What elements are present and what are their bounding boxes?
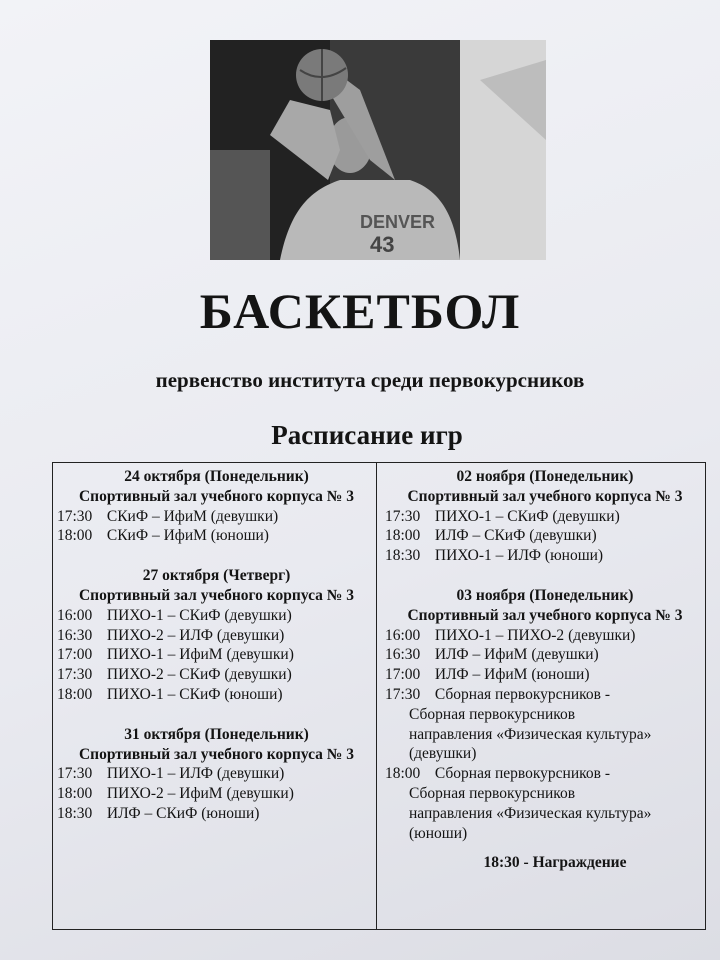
game-match: Сборная первокурсников - bbox=[434, 685, 610, 703]
game-row bbox=[385, 546, 705, 566]
game-row bbox=[57, 507, 376, 527]
game-time: 16:30 bbox=[385, 646, 421, 664]
schedule-day bbox=[385, 586, 705, 843]
game-note: (девушки) bbox=[224, 666, 292, 684]
game-row bbox=[57, 685, 376, 705]
game-note: (девушки) bbox=[531, 646, 599, 664]
game-match: Сборная первокурсников - bbox=[434, 765, 610, 783]
schedule-day bbox=[385, 467, 705, 566]
game-match: ПИХО-1 – ПИХО-2 bbox=[434, 626, 565, 644]
game-time: 16:00 bbox=[57, 606, 93, 624]
game-time: 18:00 bbox=[385, 765, 421, 783]
game-note: (девушки) bbox=[216, 765, 285, 783]
game-row bbox=[57, 665, 376, 685]
game-row bbox=[57, 764, 376, 784]
game-time: 18:00 bbox=[57, 785, 93, 803]
game-time: 18:00 bbox=[57, 527, 93, 545]
schedule-column-right bbox=[377, 463, 705, 929]
game-time: 18:30 bbox=[385, 547, 421, 565]
game-row bbox=[385, 626, 705, 646]
game-row bbox=[57, 526, 376, 546]
game-note: (девушки) bbox=[529, 527, 597, 545]
game-note: (девушки) bbox=[216, 626, 285, 644]
game-match: ПИХО-2 – СКиФ bbox=[106, 666, 221, 684]
schedule-day bbox=[57, 467, 376, 546]
schedule-column-left bbox=[53, 463, 377, 929]
game-note: (девушки) bbox=[568, 626, 636, 644]
schedule-day bbox=[57, 725, 376, 824]
game-note: (девушки) bbox=[409, 745, 477, 763]
day-venue: Спортивный зал учебного корпуса № 3 bbox=[407, 606, 683, 624]
schedule-table bbox=[52, 462, 706, 930]
game-time: 17:00 bbox=[57, 646, 93, 664]
game-match: ПИХО-1 – ИЛФ bbox=[434, 547, 542, 565]
game-note: (юноши) bbox=[201, 804, 260, 822]
game-match: ПИХО-1 – ИЛФ bbox=[106, 765, 214, 783]
poster-title: БАСКЕТБОЛ bbox=[199, 283, 521, 339]
game-match: ПИХО-1 – ИфиМ bbox=[106, 646, 223, 664]
game-row bbox=[385, 526, 705, 546]
game-row bbox=[57, 626, 376, 646]
jersey-number: 43 bbox=[370, 232, 395, 257]
jersey-text: DENVER bbox=[360, 212, 436, 232]
game-row bbox=[57, 804, 376, 824]
game-match: ИЛФ – СКиФ bbox=[434, 527, 526, 545]
day-venue: Спортивный зал учебного корпуса № 3 bbox=[407, 487, 683, 505]
game-row bbox=[57, 645, 376, 665]
day-venue: Спортивный зал учебного корпуса № 3 bbox=[78, 745, 354, 763]
game-note: (девушки) bbox=[210, 507, 279, 525]
game-row bbox=[385, 645, 705, 665]
basketball-player-photo bbox=[210, 40, 546, 260]
game-row bbox=[385, 685, 705, 764]
game-time: 17:30 bbox=[57, 507, 93, 525]
game-time: 18:00 bbox=[385, 527, 421, 545]
game-note: (юноши) bbox=[531, 666, 590, 684]
game-time: 16:00 bbox=[385, 626, 421, 644]
game-time: 17:00 bbox=[385, 666, 421, 684]
game-note: (юноши) bbox=[409, 824, 468, 842]
game-note: (юноши) bbox=[224, 685, 283, 703]
game-match: ИЛФ – ИфиМ bbox=[434, 646, 528, 664]
game-row bbox=[385, 764, 705, 843]
poster-subtitle: первенство института среди первокурсников bbox=[155, 368, 585, 392]
game-match: ПИХО-2 – ИЛФ bbox=[106, 626, 214, 644]
game-note: (девушки) bbox=[552, 507, 620, 525]
day-venue: Спортивный зал учебного корпуса № 3 bbox=[78, 586, 354, 604]
game-row bbox=[57, 784, 376, 804]
schedule-day bbox=[57, 566, 376, 705]
day-date: 31 октября (Понедельник) bbox=[124, 725, 309, 743]
game-note: (юноши) bbox=[210, 527, 269, 545]
day-date: 02 ноября (Понедельник) bbox=[456, 468, 634, 485]
game-row bbox=[57, 606, 376, 626]
game-match: ПИХО-2 – ИфиМ bbox=[106, 785, 223, 803]
game-time: 16:30 bbox=[57, 626, 93, 644]
game-note: (девушки) bbox=[224, 606, 292, 624]
schedule-title: Расписание игр bbox=[271, 420, 463, 450]
game-note: (девушки) bbox=[226, 785, 294, 803]
game-time: 18:00 bbox=[57, 685, 93, 703]
game-team-line: Сборная первокурсников bbox=[409, 784, 576, 802]
game-match: ИЛФ – СКиФ bbox=[106, 804, 198, 822]
game-team-line: направления «Физическая культура» bbox=[409, 725, 652, 743]
game-team-line: направления «Физическая культура» bbox=[409, 804, 652, 822]
game-match: СКиФ – ИфиМ bbox=[106, 507, 207, 525]
day-date: 03 ноября (Понедельник) bbox=[456, 586, 634, 604]
game-match: ИЛФ – ИфиМ bbox=[434, 666, 528, 684]
game-note: (девушки) bbox=[226, 646, 294, 664]
day-venue: Спортивный зал учебного корпуса № 3 bbox=[78, 487, 354, 505]
award-ceremony: 18:30 - Награждение bbox=[483, 854, 627, 872]
game-time: 17:30 bbox=[385, 685, 421, 703]
game-time: 17:30 bbox=[385, 507, 421, 525]
game-row bbox=[385, 665, 705, 685]
day-date: 24 октября (Понедельник) bbox=[124, 468, 309, 485]
game-row bbox=[385, 507, 705, 527]
game-team-line: Сборная первокурсников bbox=[409, 705, 576, 723]
game-match: ПИХО-1 – СКиФ bbox=[434, 507, 549, 525]
day-date: 27 октября (Четверг) bbox=[142, 567, 291, 585]
game-match: ПИХО-1 – СКиФ bbox=[106, 685, 221, 703]
game-match: ПИХО-1 – СКиФ bbox=[106, 606, 221, 624]
game-time: 18:30 bbox=[57, 804, 93, 822]
game-time: 17:30 bbox=[57, 765, 93, 783]
player-photo-icon bbox=[210, 40, 546, 260]
game-match: СКиФ – ИфиМ bbox=[106, 527, 207, 545]
game-note: (юноши) bbox=[544, 547, 604, 565]
game-time: 17:30 bbox=[57, 666, 93, 684]
